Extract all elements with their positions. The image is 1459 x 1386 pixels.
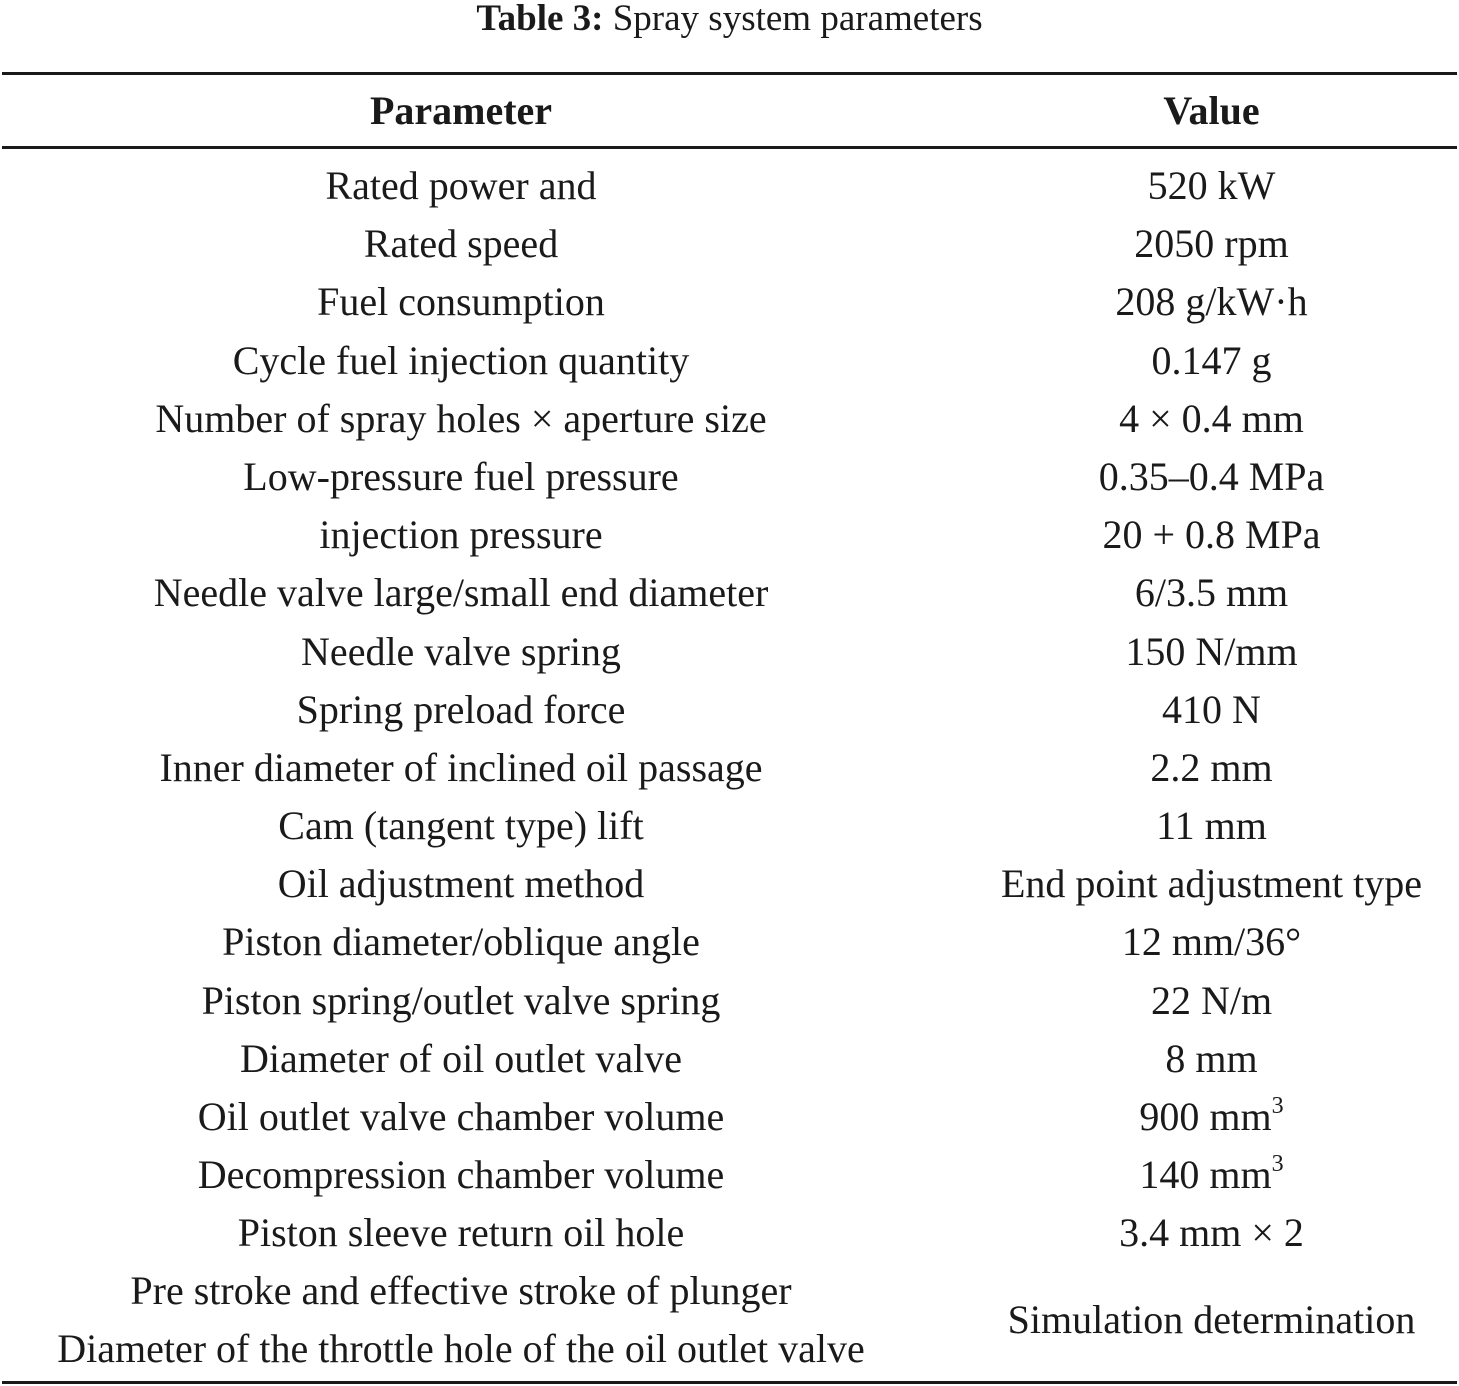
cell-parameter: Rated speed [363,221,559,267]
cell-parameter: injection pressure [319,512,603,558]
cell-value-superscript: 3 [1271,1093,1284,1119]
cell-value-text: End point adjustment type [1000,861,1423,907]
cell-value-text: 520 kW [1147,163,1276,208]
cell-parameter: Spring preload force [296,686,626,732]
table-caption [0,0,1459,40]
cell-parameter: Piston diameter/oblique angle [222,919,700,965]
cell-parameter: Cycle fuel injection quantity [232,337,690,383]
cell-parameter: Cam (tangent type) lift [278,803,644,849]
cell-value-text: 140 mm [1139,1152,1272,1198]
cell-value-text: 2050 rpm [1134,221,1289,267]
table-row [0,564,1459,622]
caption-title: Spray system parameters [612,0,983,39]
cell-value [964,332,1459,390]
cell-value-text: 208 g/kW·h [1115,279,1308,325]
cell-value [964,564,1459,622]
cell-value [964,506,1459,564]
cell-value-text: 3.4 mm × 2 [1119,1210,1304,1256]
cell-value [964,1204,1459,1262]
cell-value-text: 900 mm [1139,1094,1272,1139]
header-value: Value [1163,88,1260,133]
table-row [0,623,1459,681]
cell-parameter: Low-pressure fuel pressure [243,453,679,499]
parameter-line-2: Diameter of the throttle hole of the oil outlet valve [57,1326,865,1371]
cell-parameter-multiline [2,1262,920,1378]
table-row [0,1204,1459,1262]
cell-value-text: 11 mm [1156,803,1267,849]
cell-value-text: 22 N/m [1150,977,1273,1023]
cell-value [964,448,1459,506]
cell-value-text: 20 + 0.8 MPa [1102,512,1321,558]
cell-value [964,157,1459,215]
cell-parameter: Fuel consumption [317,279,605,325]
table-row [0,390,1459,448]
header-rule [2,146,1457,149]
cell-value-text: 410 N [1162,686,1261,732]
table-row [0,1146,1459,1204]
table-row [0,332,1459,390]
cell-value-text: 0.147 g [1151,337,1272,383]
cell-value-text: 4 × 0.4 mm [1119,395,1304,441]
cell-value-superscript: 3 [1271,1151,1284,1178]
cell-value-merged: Simulation determination [1007,1297,1416,1342]
table-row [0,157,1459,215]
cell-value [964,623,1459,681]
cell-value [964,1146,1459,1204]
cell-value-text: 2.2 mm [1150,744,1273,790]
cell-value [964,855,1459,913]
cell-parameter: Decompression chamber volume [197,1152,725,1198]
bottom-rule [2,1381,1457,1384]
table-row [0,448,1459,506]
table-row [0,972,1459,1030]
cell-parameter: Rated power and [325,163,597,208]
table-row [0,1030,1459,1088]
cell-value-text: 0.35–0.4 MPa [1098,453,1325,499]
table-header [0,75,1459,146]
cell-value [964,390,1459,448]
cell-parameter: Piston spring/outlet valve spring [201,977,721,1023]
cell-value-text: 8 mm [1165,1035,1258,1081]
table-row [0,681,1459,739]
cell-parameter: Needle valve large/small end diameter [153,570,769,616]
cell-value [964,797,1459,855]
cell-parameter: Inner diameter of inclined oil passage [159,744,763,790]
table-row-last [0,1262,1459,1378]
cell-parameter: Piston sleeve return oil hole [237,1210,685,1256]
cell-value-text: 150 N/mm [1125,628,1298,674]
table-row [0,506,1459,564]
table-row [0,273,1459,331]
caption-label: Table 3: [476,0,604,39]
cell-value-text: 12 mm/36° [1121,919,1302,965]
cell-parameter: Oil adjustment method [277,861,645,907]
table-row [0,215,1459,273]
table-row [0,1088,1459,1146]
cell-value [964,215,1459,273]
table-row [0,913,1459,971]
parameter-line-1: Pre stroke and effective stroke of plunger [130,1268,792,1313]
cell-value [964,1030,1459,1088]
cell-value [964,739,1459,797]
cell-parameter: Number of spray holes × aperture size [155,395,767,441]
cell-parameter: Oil outlet valve chamber volume [197,1094,725,1139]
table-row [0,855,1459,913]
cell-parameter: Diameter of oil outlet valve [239,1035,683,1081]
header-parameter: Parameter [369,88,553,133]
table-body [0,157,1459,1263]
cell-value [964,273,1459,331]
cell-value [964,681,1459,739]
cell-value [964,972,1459,1030]
cell-value [964,913,1459,971]
cell-value [964,1088,1459,1146]
table-row [0,739,1459,797]
table-row [0,797,1459,855]
cell-value-text: 6/3.5 mm [1134,570,1289,616]
cell-parameter: Needle valve spring [301,628,621,674]
